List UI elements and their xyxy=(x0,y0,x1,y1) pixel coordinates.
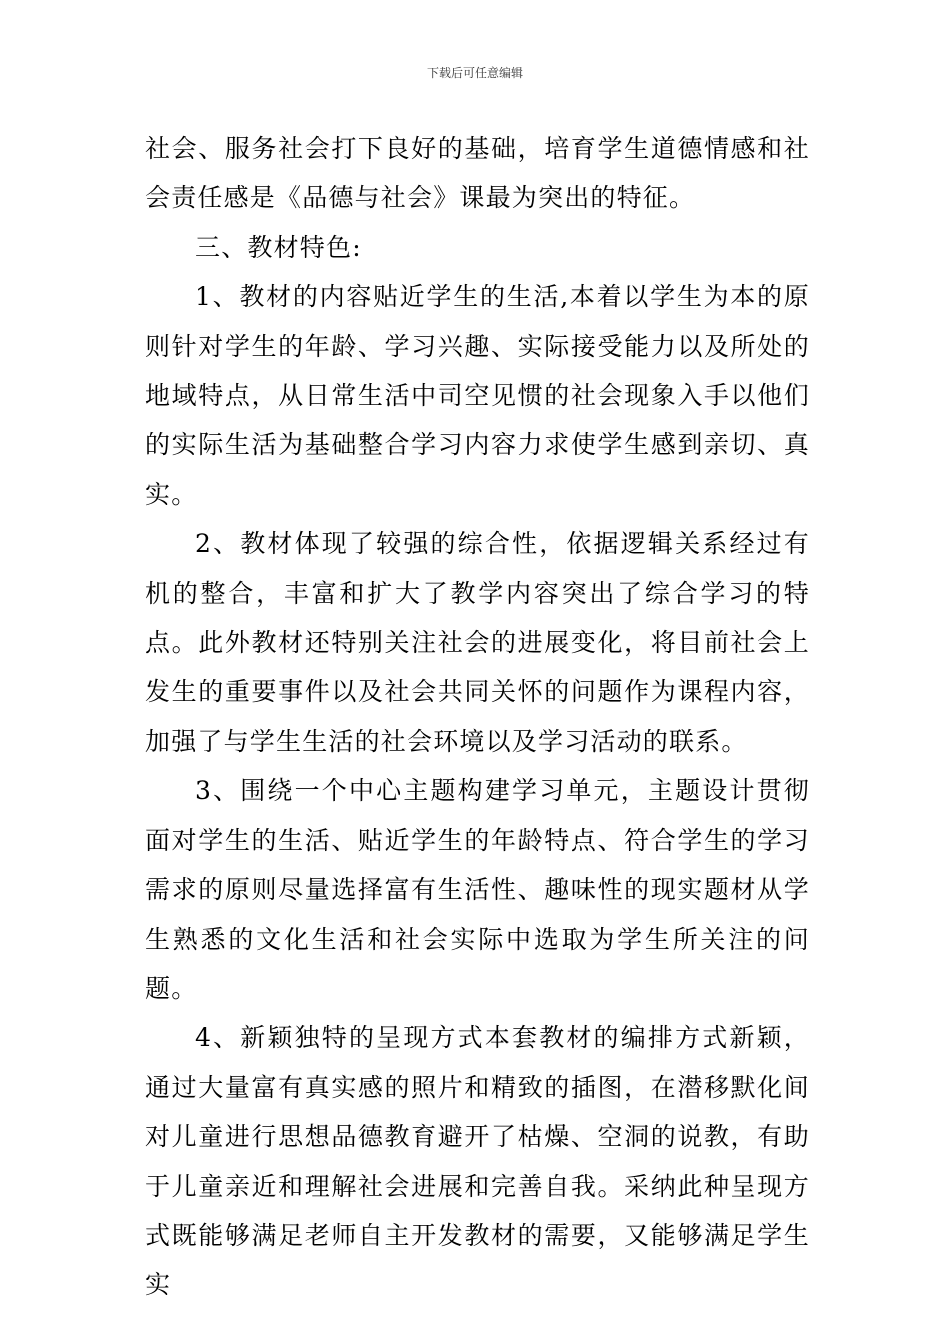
paragraph-feature-3: 3、围绕一个中心主题构建学习单元，主题设计贯彻面对学生的生活、贴近学生的年龄特点、符合学生的学习需求的原则尽量选择富有生活性、趣味性的现实题材从学生熟悉的文化生活和社会实际中选取为学生所关注的问题。 xyxy=(145,776,810,1003)
paragraph-feature-4: 4、新颖独特的呈现方式本套教材的编排方式新颖，通过大量富有真实感的照片和精致的插图，在潜移默化间对儿童进行思想品德教育避开了枯燥、空洞的说教，有助于儿童亲近和理解社会进展和完善自我。采纳此种呈现方式既能够满足老师自主开发教材的需要，又能够满足学生实 xyxy=(145,1023,810,1300)
paragraph-feature-1: 1、教材的内容贴近学生的生活,本着以学生为本的原则针对学生的年龄、学习兴趣、实际接受能力以及所处的地域特点，从日常生活中司空见惯的社会现象入手以他们的实际生活为基础整合学习内容力求使学生感到亲切、真实。 xyxy=(145,282,810,509)
document-body xyxy=(145,124,810,1310)
paragraph-feature-2: 2、教材体现了较强的综合性，依据逻辑关系经过有机的整合，丰富和扩大了教学内容突出了综合学习的特点。此外教材还特别关注社会的进展变化，将目前社会上发生的重要事件以及社会共同关怀的问题作为课程内容，加强了与学生生活的社会环境以及学习活动的联系。 xyxy=(145,529,810,756)
page-header-note: 下载后可任意编辑 xyxy=(426,66,523,80)
section-heading-textbook-features: 三、教材特色: xyxy=(195,232,362,262)
paragraph-continuation: 社会、服务社会打下良好的基础，培育学生道德情感和社会责任感是《品德与社会》课最为突出的特征。 xyxy=(145,134,810,213)
